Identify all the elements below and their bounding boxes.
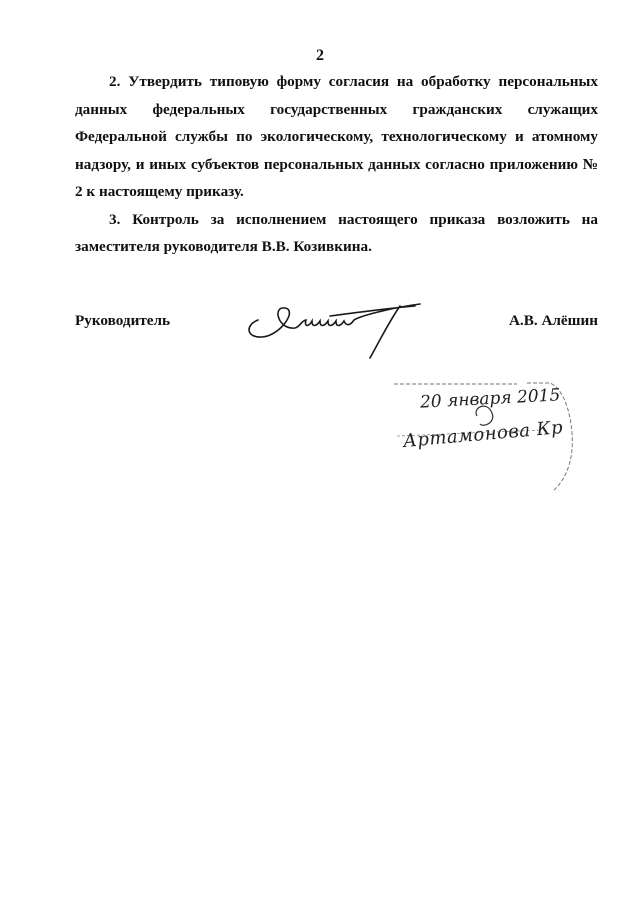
document-body bbox=[75, 68, 598, 261]
page-number: 2 bbox=[316, 47, 324, 64]
paragraph-2: 2. Утвердить типовую форму согласия на обработку персональных данных федеральных государственных гражданских служащих Федеральной службы по экологическому, технологическому и атомному надзору, и иных субъектов персональных данных согласно приложению № 2 к настоящему приказу. bbox=[75, 73, 598, 200]
signatory-name: А.В. Алёшин bbox=[508, 312, 598, 329]
signature-block bbox=[75, 312, 598, 372]
handwritten-signature bbox=[240, 290, 440, 360]
paragraph-3: 3. Контроль за исполнением настоящего приказа возложить на заместителя руководителя В.В. Козивкина. bbox=[75, 210, 598, 255]
signatory-title: Руководитель bbox=[75, 312, 171, 329]
stamp-name: Артамонова Кр bbox=[402, 417, 564, 452]
stamp-date: 20 января 2015 bbox=[419, 385, 561, 413]
